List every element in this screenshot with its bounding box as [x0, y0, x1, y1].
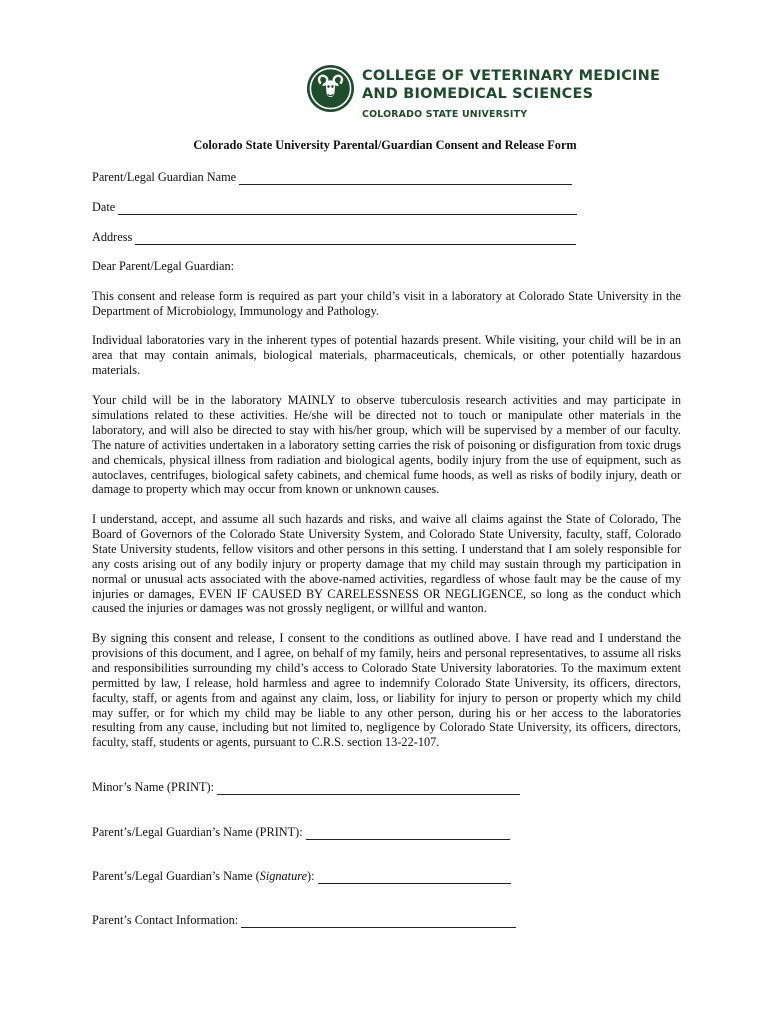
paragraph-purpose: This consent and release form is required as part your child’s visit in a laboratory at Colorado State University in the Department of Microbiology, Immunology and Pathology. [92, 289, 681, 318]
guardian-signature-label-prefix: Parent’s/Legal Guardian’s Name ( [92, 869, 260, 883]
paragraph-hazards: Individual laboratories vary in the inherent types of potential hazards present. While visiting, your child will be in an area that may contain animals, biological materials, pharmaceuticals, chemicals, or other potentially hazardous materials. [92, 333, 681, 377]
paragraph-release: By signing this consent and release, I consent to the conditions as outlined above. I have read and I understand the provisions of this document, and I agree, on behalf of my family, heirs and personal representatives, to assume all risks and responsibilities surrounding my child’s access to Colorado State University laboratories. To the maximum extent permitted by law, I release, hold harmless and agree to indemnify Colorado State University, its officers, directors, faculty, staff, or agents from and against any claim, loss, or liability for injury to person or property which my child may suffer, or for which my child may be liable to any other person, during his or her access to the laboratories resulting from any cause, including but not limited to, negligence by Colorado State University, its officers, directors, faculty, staff, students or agents, pursuant to C.R.S. section 13-22-107. [92, 631, 681, 750]
contact-info-blank[interactable] [241, 915, 516, 928]
logo-college-name-line1: COLLEGE OF VETERINARY MEDICINE [362, 68, 661, 84]
guardian-signature-field[interactable] [92, 869, 511, 884]
address-label: Address [92, 230, 133, 244]
date-field[interactable] [92, 200, 577, 215]
address-field[interactable] [92, 230, 576, 245]
guardian-print-blank[interactable] [306, 827, 510, 840]
address-blank[interactable] [135, 232, 576, 245]
guardian-signature-blank[interactable] [318, 871, 511, 884]
guardian-print-field[interactable] [92, 825, 510, 840]
form-title: Colorado State University Parental/Guardian Consent and Release Form [193, 138, 577, 152]
logo-university-name: COLORADO STATE UNIVERSITY [362, 109, 528, 120]
ram-head-icon [306, 64, 355, 113]
date-blank[interactable] [118, 202, 577, 215]
date-label: Date [92, 200, 116, 214]
salutation: Dear Parent/Legal Guardian: [92, 259, 235, 273]
paragraph-activities: Your child will be in the laboratory MAINLY to observe tuberculosis research activities and may participate in simulations related to these activities. He/she will be directed not to touch or manipulate other materials in the laboratory, and will also be directed to stay with his/her group, which will be supervised by a member of our faculty. The nature of activities undertaken in a laboratory setting carries the risk of poisoning or disfiguration from toxic drugs and chemicals, physical illness from radiation and biological agents, bodily injury from the use of equipment, such as autoclaves, centrifuges, biological safety cabinets, and chemical fume hoods, as well as risks of bodily injury, death or damage to property which may occur from known or unknown causes. [92, 393, 681, 497]
guardian-name-field[interactable] [92, 170, 572, 185]
contact-info-label: Parent’s Contact Information: [92, 913, 239, 927]
guardian-signature-label [92, 869, 315, 884]
guardian-name-blank[interactable] [239, 172, 572, 185]
guardian-name-label: Parent/Legal Guardian Name [92, 170, 237, 184]
guardian-print-label: Parent’s/Legal Guardian’s Name (PRINT): [92, 825, 303, 839]
minor-name-field[interactable] [92, 780, 520, 795]
guardian-signature-label-suffix: ): [307, 869, 315, 883]
college-logo [306, 64, 666, 124]
minor-name-label: Minor’s Name (PRINT): [92, 780, 215, 794]
paragraph-assumption-of-risk: I understand, accept, and assume all such hazards and risks, and waive all claims against the State of Colorado, The Board of Governors of the Colorado State University System, and Colorado State University, faculty, staff, Colorado State University students, fellow visitors and other persons in this setting. I understand that I am solely responsible for any costs arising out of any bodily injury or property damage that my child may sustain through my participation in normal or unusual acts associated with the above-named activities, regardless of whose fault may be the cause of my injuries or damages, EVEN IF CAUSED BY CARELESSNESS OR NEGLIGENCE, so long as the conduct which caused the injuries or damages was not grossly negligent, or willful and wanton. [92, 512, 681, 616]
guardian-signature-label-italic: Signature [259, 869, 308, 883]
contact-info-field[interactable] [92, 913, 516, 928]
minor-name-blank[interactable] [217, 782, 520, 795]
logo-college-name-line2: AND BIOMEDICAL SCIENCES [362, 86, 594, 102]
